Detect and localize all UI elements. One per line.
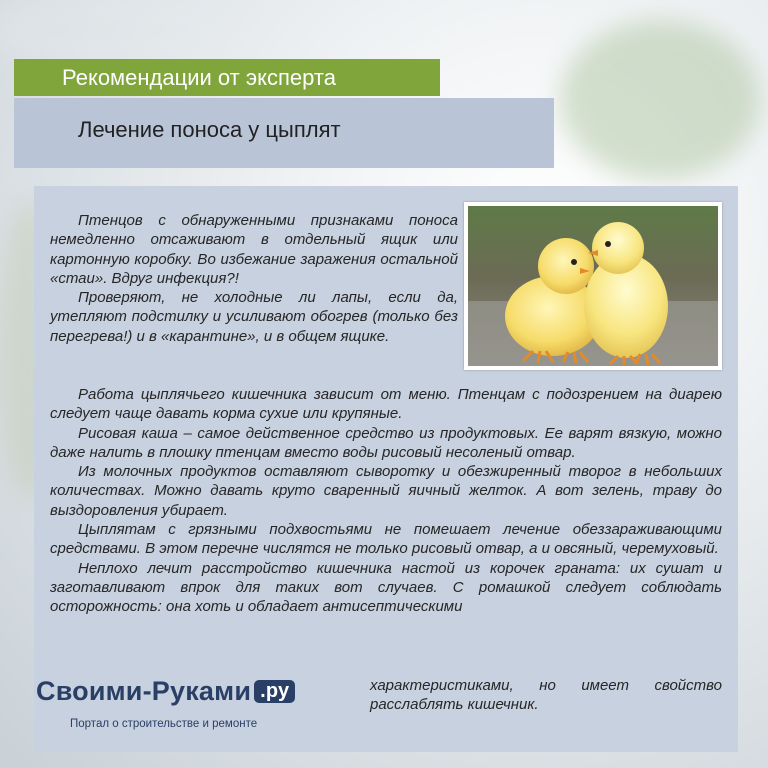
logo-brand [36,676,295,707]
logo-tld-badge: .ру [254,680,295,703]
article-last-line: характеристиками, но имеет свойство расслаблять кишечник. [370,677,722,714]
article-paragraph: Из молочных продуктов оставляют сыворотку и обезжиренный творог в небольших количествах. Можно давать круто сваренный яичный желток. А вот зелень, траву до выздоровления убирает. [50,463,722,519]
article-top-text [50,211,458,346]
article-paragraph: Неплохо лечит расстройство кишечника настой из корочек граната: их сушат и заготавливают впрок для таких вот случаев. С ромашкой следует соблюдать осторожность: она хоть и обладает антисептическими [50,559,722,616]
article-paragraph: Птенцов с обнаруженными признаками поноса немедленно отсаживают в отдельный ящик или картонную коробку. Во избежание заражения остальной «стаи». Вдруг инфекция?! [50,212,458,287]
article-paragraph: Проверяют, не холодные ли лапы, если да, утепляют подстилку и усиливают обогрев (только без перегрева!) и в «карантине», и в общем ящике. [50,289,458,345]
chicks-illustration [468,206,718,366]
article-paragraph: Работа цыплячьего кишечника зависит от меню. Птенцам с подозрением на диарею следует чаще давать корма сухие или крупяные. [50,386,722,423]
article-bottom-text [50,385,722,617]
article-paragraph: Цыплятам с грязными подхвостьями не помешает лечение обеззараживающими средствами. В этом перечне числятся не только рисовый отвар, а и овсяный, черемуховый. [50,521,722,558]
logo-brand-text: Своими-Руками [36,676,252,706]
topic-title: Лечение поноса у цыплят [14,98,554,168]
article-paragraph: Рисовая каша – самое действенное средство из продуктовых. Ее варят вязкую, можно даже налить в плошку птенцам вместо воды рисовый несоленый отвар. [50,424,722,461]
background-decoration [560,20,760,180]
site-logo[interactable] [36,676,366,736]
expert-recommendations-banner: Рекомендации от эксперта [14,59,440,96]
logo-tagline: Портал о строительстве и ремонте [70,718,258,730]
chicks-photo [464,202,722,370]
